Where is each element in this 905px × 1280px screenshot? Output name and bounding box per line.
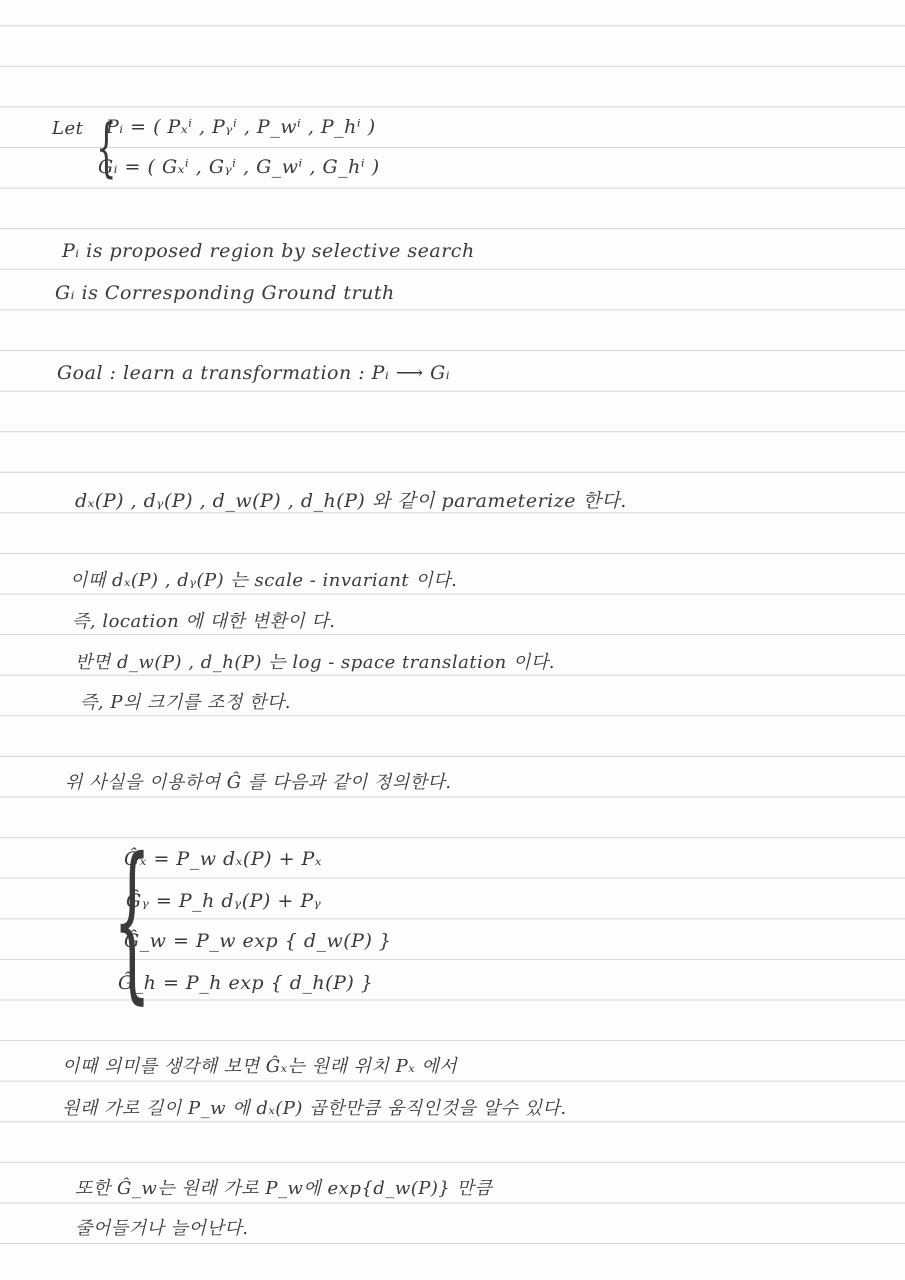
meaning-line-1: 이때 의미를 생각해 보면 Ĝₓ는 원래 위치 Pₓ 에서: [62, 1056, 458, 1077]
parameterize-line: dₓ(P) , dᵧ(P) , d_w(P) , d_h(P) 와 같이 parameterize 한다.: [75, 490, 627, 512]
also-line-1: 또한 Ĝ_w는 원래 가로 P_w에 exp{d_w(P)} 만큼: [75, 1178, 493, 1199]
let-label: Let: [52, 118, 84, 139]
size-line: 즉, P의 크기를 조정 한다.: [80, 692, 291, 713]
location-line: 즉, location 에 대한 변환이 다.: [72, 611, 336, 632]
log-space-line: 반면 d_w(P) , d_h(P) 는 log - space translation 이다.: [75, 652, 555, 673]
g-description: Gᵢ is Corresponding Ground truth: [55, 282, 395, 304]
goal-line: Goal : learn a transformation : Pᵢ ⟶ Gᵢ: [57, 362, 451, 384]
equation-brace: {: [113, 822, 152, 1020]
definition-brace: {: [96, 111, 117, 185]
define-line: 위 사실을 이용하여 Ĝ 를 다음과 같이 정의한다.: [65, 772, 452, 793]
also-line-2: 줄어들거나 늘어난다.: [75, 1218, 249, 1239]
equation-w: Ĝ_w = P_w exp { d_w(P) }: [124, 930, 392, 952]
p-definition: Pᵢ = ( Pₓⁱ , Pᵧⁱ , P_wⁱ , P_hⁱ ): [106, 116, 376, 138]
g-definition: Gᵢ = ( Gₓⁱ , Gᵧⁱ , G_wⁱ , G_hⁱ ): [98, 156, 380, 178]
equation-h: Ĝ_h = P_h exp { d_h(P) }: [118, 972, 374, 994]
scale-invariant-line: 이때 dₓ(P) , dᵧ(P) 는 scale - invariant 이다.: [70, 570, 458, 591]
p-description: Pᵢ is proposed region by selective search: [62, 240, 475, 262]
equation-y: Ĝᵧ = P_h dᵧ(P) + Pᵧ: [126, 890, 322, 912]
meaning-line-2: 원래 가로 길이 P_w 에 dₓ(P) 곱한만큼 움직인것을 알수 있다.: [62, 1098, 567, 1119]
equation-x: Ĝₓ = P_w dₓ(P) + Pₓ: [124, 848, 323, 870]
